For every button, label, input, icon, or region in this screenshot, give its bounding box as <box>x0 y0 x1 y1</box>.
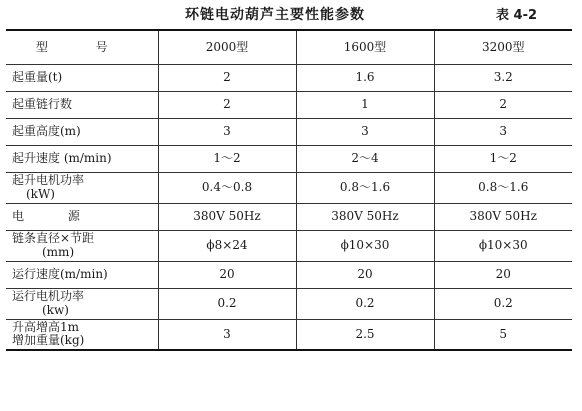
table-row <box>6 64 572 91</box>
table-row <box>6 261 572 288</box>
cell-3200: 0.8～1.6 <box>434 172 572 203</box>
row-label-unit: (mm) <box>42 244 75 259</box>
cell-2000: 1～2 <box>158 145 296 172</box>
cell-1600: 20 <box>296 261 434 288</box>
cell-2000: 2 <box>158 64 296 91</box>
cell-1600: 2～4 <box>296 145 434 172</box>
row-label-line: 链条直径×节距 <box>12 231 95 246</box>
row-label-line: 起升电机功率 <box>12 173 85 188</box>
row-label <box>6 319 158 350</box>
table-row <box>6 172 572 203</box>
header-model: 型 号 <box>6 30 158 64</box>
table-row <box>6 288 572 319</box>
row-label <box>6 288 158 319</box>
cell-3200: 1～2 <box>434 145 572 172</box>
cell-1600: 1 <box>296 91 434 118</box>
row-label-line: 升高增高1m <box>12 320 80 335</box>
cell-2000: 3 <box>158 319 296 350</box>
row-label: 起重量(t) <box>6 64 158 91</box>
cell-2000: 2 <box>158 91 296 118</box>
cell-1600: 380V 50Hz <box>296 203 434 230</box>
cell-3200: 0.2 <box>434 288 572 319</box>
table-row <box>6 230 572 261</box>
row-label-unit: 增加重量(kg) <box>12 333 85 348</box>
cell-3200: ϕ10×30 <box>434 230 572 261</box>
cell-3200: 2 <box>434 91 572 118</box>
row-label-unit: (kw) <box>42 302 69 317</box>
table-row <box>6 203 572 230</box>
row-label: 运行速度(m/min) <box>6 261 158 288</box>
row-label: 起重高度(m) <box>6 118 158 145</box>
row-label-unit: (kW) <box>26 186 55 201</box>
row-label-line: 运行电机功率 <box>12 289 85 304</box>
row-label: 起重链行数 <box>6 91 158 118</box>
row-label: 起升速度 (m/min) <box>6 145 158 172</box>
spec-table-wrapper <box>6 29 572 351</box>
cell-3200: 5 <box>434 319 572 350</box>
cell-2000: 20 <box>158 261 296 288</box>
table-row <box>6 91 572 118</box>
cell-2000: 0.4～0.8 <box>158 172 296 203</box>
cell-3200: 20 <box>434 261 572 288</box>
cell-1600: ϕ10×30 <box>296 230 434 261</box>
row-label: 电 源 <box>6 203 158 230</box>
cell-1600: 2.5 <box>296 319 434 350</box>
table-row <box>6 319 572 350</box>
cell-2000: 3 <box>158 118 296 145</box>
cell-3200: 380V 50Hz <box>434 203 572 230</box>
table-row <box>6 145 572 172</box>
cell-1600: 0.8～1.6 <box>296 172 434 203</box>
cell-1600: 0.2 <box>296 288 434 319</box>
header-1600: 1600型 <box>296 30 434 64</box>
cell-2000: 380V 50Hz <box>158 203 296 230</box>
cell-3200: 3 <box>434 118 572 145</box>
header-3200: 3200型 <box>434 30 572 64</box>
cell-1600: 1.6 <box>296 64 434 91</box>
cell-1600: 3 <box>296 118 434 145</box>
spec-table <box>6 29 572 351</box>
table-row <box>6 118 572 145</box>
cell-3200: 3.2 <box>434 64 572 91</box>
row-label <box>6 230 158 261</box>
row-label <box>6 172 158 203</box>
header-row <box>6 30 572 64</box>
cell-2000: ϕ8×24 <box>158 230 296 261</box>
header-2000: 2000型 <box>158 30 296 64</box>
table-number: 表 4-2 <box>496 8 538 23</box>
cell-2000: 0.2 <box>158 288 296 319</box>
table-title: 环链电动葫芦主要性能参数 <box>185 7 365 23</box>
